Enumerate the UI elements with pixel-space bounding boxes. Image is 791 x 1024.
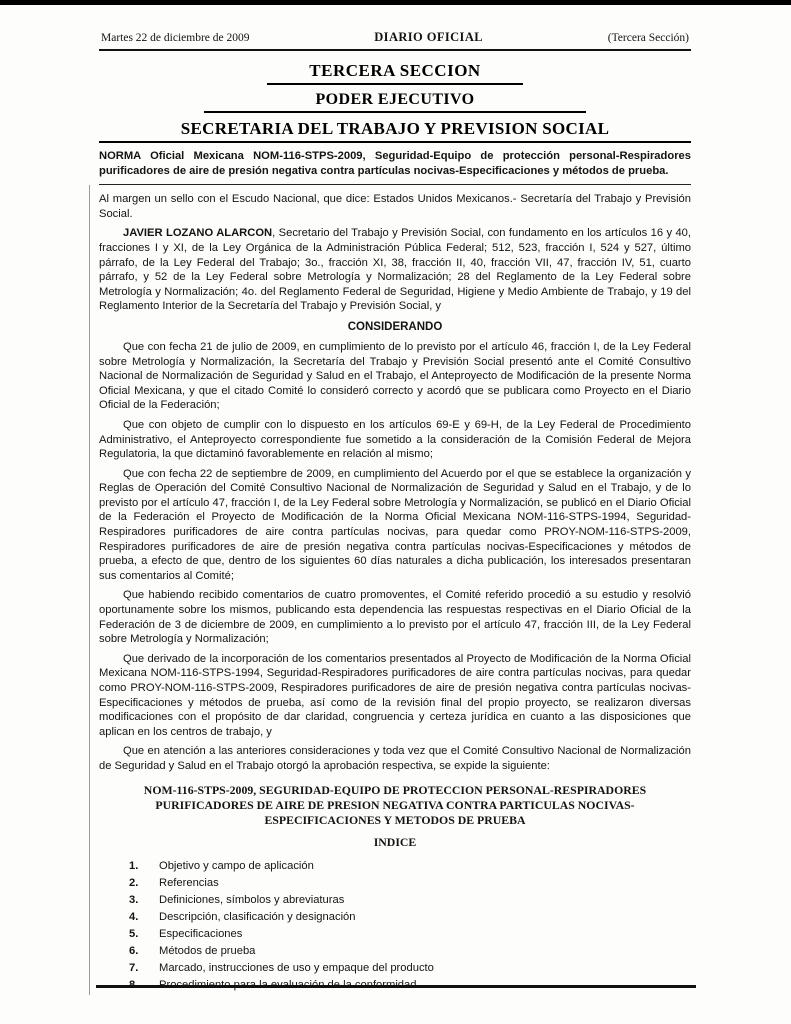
considerando-paragraph-5: Que derivado de la incorporación de los comentarios presentados al Proyecto de Modificación de la Norma Oficial Mexicana NOM-116-STPS-1994, Seguridad-Respiradores purificadores de aire contra partículas nocivas, para quedar como PROY-NOM-116-STPS-2009, Respiradores purificadores de aire de presión negativa contra partículas nocivas-Especificaciones y métodos de prueba, así como de la revisión final del propio proyecto, se realizaron diversas modificaciones con el propósito de dar claridad, congruencia y certeza jurídica en cuanto a las disposiciones que aplican en los centros de trabajo, y	[99, 652, 691, 738]
margin-seal-note: Al margen un sello con el Escudo Nacional, que dice: Estados Unidos Mexicanos.- Secretaría del Trabajo y Previsión Social.	[99, 193, 691, 220]
indice-item-label: Referencias	[159, 876, 219, 889]
indice-item-label: Objetivo y campo de aplicación	[159, 859, 314, 872]
indice-item-label: Descripción, clasificación y designación	[159, 910, 356, 923]
indice-item	[129, 943, 691, 960]
gazette-page	[99, 30, 691, 994]
indice-list	[129, 858, 691, 994]
indice-item	[129, 960, 691, 977]
title-divider	[99, 184, 691, 185]
indice-item-label: Especificaciones	[159, 927, 243, 940]
page-header	[99, 30, 691, 49]
nom-title: NOM-116-STPS-2009, SEGURIDAD-EQUIPO DE PROTECCION PERSONAL-RESPIRADORES PURIFICADORES DE AIRE DE PRESION NEGATIVA CONTRA PARTICULAS NOCIVAS-ESPECIFICACIONES Y METODOS DE PRUEBA	[143, 782, 647, 827]
official-name: JAVIER LOZANO ALARCON	[123, 227, 273, 240]
heading-poder-ejecutivo: PODER EJECUTIVO	[204, 91, 586, 113]
indice-item	[129, 909, 691, 926]
indice-item-number: 6.	[129, 944, 139, 957]
header-section-label: (Tercera Sección)	[607, 32, 689, 44]
indice-item-number: 2.	[129, 876, 139, 889]
gazette-title: DIARIO OFICIAL	[374, 30, 483, 44]
indice-item-label: Marcado, instrucciones de uso y empaque del producto	[159, 961, 434, 974]
indice-item	[129, 875, 691, 892]
indice-item-number: 1.	[129, 859, 139, 872]
header-date: Martes 22 de diciembre de 2009	[101, 32, 250, 44]
indice-item	[129, 858, 691, 875]
considerando-paragraph-3: Que con fecha 22 de septiembre de 2009, en cumplimiento del Acuerdo por el que se establece la organización y Reglas de Operación del Comité Consultivo Nacional de Normalización de Seguridad y Salud en el Trabajo, y de lo previsto por el artículo 47, fracción I, de la Ley Federal sobre Metrología y Normalización, se publicó en el Diario Oficial de la Federación el Proyecto de Modificación de la Norma Oficial Mexicana NOM-116-STPS-1994, Seguridad-Respiradores purificadores de aire contra partículas nocivas, para quedar como PROY-NOM-116-STPS-2009, Respiradores purificadores de aire de presión negativa contra partículas nocivas-Especificaciones y métodos de prueba, a efecto de que, dentro de los siguientes 60 días naturales a dicha publicación, los interesados presentaran sus comentarios al Comité;	[99, 467, 691, 582]
opening-paragraph	[99, 226, 691, 314]
indice-heading: INDICE	[373, 834, 417, 849]
indice-item-label: Definiciones, símbolos y abreviaturas	[159, 893, 345, 906]
opening-text: , Secretario del Trabajo y Previsión Social, con fundamento en los artículos 16 y 40, fracciones I y XI, de la Ley Orgánica de la Administración Pública Federal; 512, 523, fracción I, 524 y 527, último párrafo, de la Ley Federal del Trabajo; 3o., fracción XI, 38, fracción II, 40, fracción VII, 47, fracción IV, 51, cuarto párrafo, y 52 de la Ley Federal sobre Metrología y Normalización; 28 del Reglamento de la Ley Federal sobre Metrología y Normalización; 4o. del Reglamento Federal de Seguridad, Higiene y Medio Ambiente de Trabajo, y 19 del Reglamento Interior de la Secretaría del Trabajo y Previsión Social, y	[99, 227, 691, 313]
scan-edge-left	[89, 185, 90, 995]
indice-item-number: 7.	[129, 961, 139, 974]
indice-item-number: 5.	[129, 927, 139, 940]
indice-item	[129, 926, 691, 943]
indice-item-label: Métodos de prueba	[159, 944, 256, 957]
heading-tercera-seccion: TERCERA SECCION	[267, 61, 523, 85]
norma-title: NORMA Oficial Mexicana NOM-116-STPS-2009, Seguridad-Equipo de protección personal-Respiradores purificadores de aire de presión negativa contra partículas nocivas-Especificaciones y métodos de prueba.	[99, 150, 691, 177]
scan-edge-top	[0, 0, 791, 5]
indice-item-number: 3.	[129, 893, 139, 906]
considerando-paragraph-2: Que con objeto de cumplir con lo dispuesto en los artículos 69-E y 69-H, de la Ley Federal de Procedimiento Administrativo, el Anteproyecto correspondiente fue sometido a la consideración de la Comisión Federal de Mejora Regulatoria, la que dictaminó favorablemente en relación al mismo;	[99, 418, 691, 461]
considerando-heading: CONSIDERANDO	[347, 320, 443, 333]
considerando-paragraph-4: Que habiendo recibido comentarios de cuatro promoventes, el Comité referido procedió a su estudio y resolvió oportunamente sobre los mismos, publicando esta dependencia las respuestas respectivas en el Diario Oficial de la Federación de 3 de diciembre de 2009, en cumplimiento a lo previsto por el artículo 47, fracción III, de la Ley Federal sobre Metrología y Normalización;	[99, 589, 691, 646]
heading-secretaria: SECRETARIA DEL TRABAJO Y PREVISION SOCIAL	[99, 119, 691, 143]
considerando-paragraph-6: Que en atención a las anteriores consideraciones y toda vez que el Comité Consultivo Nacional de Normalización de Seguridad y Salud en el Trabajo otorgó la aprobación respectiva, se expide la siguiente:	[99, 745, 691, 772]
indice-item-number: 4.	[129, 910, 139, 923]
indice-item	[129, 892, 691, 909]
considerando-paragraph-1: Que con fecha 21 de julio de 2009, en cumplimiento de lo previsto por el artículo 46, fracción I, de la Ley Federal sobre Metrología y Normalización, la Secretaría del Trabajo y Previsión Social presentó ante el Comité Consultivo Nacional de Normalización de Seguridad y Salud en el Trabajo, el Anteproyecto de Modificación de la presente Norma Oficial Mexicana, y que el citado Comité lo consideró correcto y acordó que se publicara como Proyecto en el Diario Oficial de la Federación;	[99, 340, 691, 412]
header-rule	[99, 49, 691, 51]
footer-rule	[96, 985, 696, 988]
